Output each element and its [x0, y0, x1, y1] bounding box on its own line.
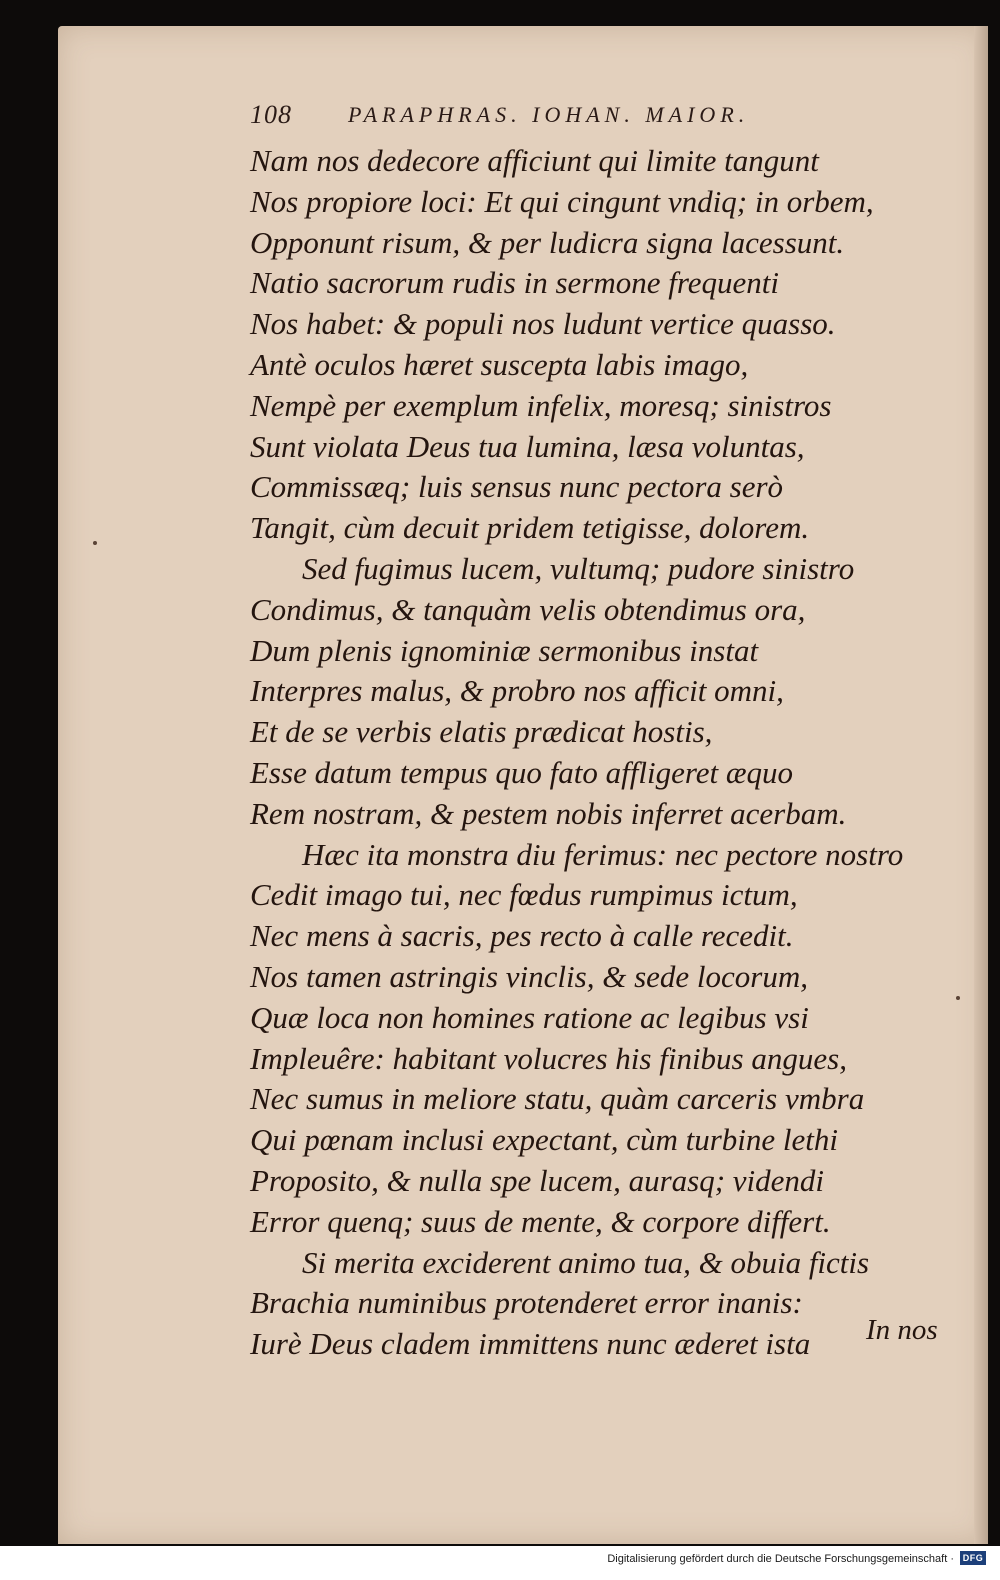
verse-line: Dum plenis ignominiæ sermonibus instat: [250, 632, 759, 668]
verse-line: Nec mens à sacris, pes recto à calle recedit.: [250, 918, 794, 954]
verse-line: Nec sumus in meliore statu, quàm carceris vmbra: [250, 1081, 865, 1117]
page-header: [250, 100, 910, 136]
verse-line: Opponunt risum, & per ludicra signa lacessunt.: [250, 224, 845, 260]
verse-line: Cedit imago tui, nec fœdus rumpimus ictum,: [250, 877, 798, 913]
verse-line: Sunt violata Deus tua lumina, læsa voluntas,: [250, 428, 805, 464]
verse-line: Et de se verbis elatis prædicat hostis,: [250, 714, 713, 750]
verse-line: Sed fugimus lucem, vultumq; pudore sinistro: [302, 550, 855, 586]
verse-line: Quæ loca non homines ratione ac legibus vsi: [250, 999, 809, 1035]
catchword: In nos: [866, 1314, 938, 1346]
verse-line: Nos habet: & populi nos ludunt vertice quasso.: [250, 306, 836, 342]
verse-line: Interpres malus, & probro nos afficit omni,: [250, 673, 784, 709]
verse-line: Esse datum tempus quo fato affligeret æquo: [250, 754, 794, 790]
verse-line: Si merita exciderent animo tua, & obuia fictis: [302, 1244, 870, 1280]
verse-line: Nempè per exemplum infelix, moresq; sinistros: [250, 387, 832, 423]
verse-line: Antè oculos hæret suscepta labis imago,: [250, 346, 749, 382]
verse-line: Brachia numinibus protenderet error inanis:: [250, 1285, 803, 1321]
verse-line: Iurè Deus cladem immittens nunc æderet ista: [250, 1326, 811, 1362]
ink-speck: [956, 996, 960, 1000]
verse-line: Nam nos dedecore afficiunt qui limite tangunt: [250, 143, 819, 178]
ink-speck: [93, 541, 97, 545]
verse-line: Impleuêre: habitant volucres his finibus angues,: [250, 1040, 847, 1076]
verse-line: Rem nostram, & pestem nobis inferret acerbam.: [250, 795, 847, 831]
verse-line: Commissæq; luis sensus nunc pectora serò: [250, 469, 784, 505]
verse-line: Proposito, & nulla spe lucem, aurasq; videndi: [250, 1162, 825, 1198]
running-head: PARAPHRAS. IOHAN. MAIOR.: [348, 102, 750, 127]
verse-line: Tangit, cùm decuit pridem tetigisse, dolorem.: [250, 510, 810, 546]
verse-line: Natio sacrorum rudis in sermone frequenti: [250, 265, 779, 301]
verse-line: Qui pœnam inclusi expectant, cùm turbine lethi: [250, 1122, 839, 1158]
verse-line: Hæc ita monstra diu ferimus: nec pectore nostro: [302, 836, 904, 872]
verse-line: Condimus, & tanquàm velis obtendimus ora,: [250, 591, 806, 627]
funding-note: Digitalisierung gefördert durch die Deutsche Forschungsgemeinschaft ·: [607, 1553, 954, 1565]
verse-line: Nos propiore loci: Et qui cingunt vndiq; in orbem,: [250, 183, 874, 219]
verse-line: Nos tamen astringis vinclis, & sede locorum,: [250, 958, 808, 994]
dfg-logo: DFG: [960, 1551, 986, 1565]
verse-text: [250, 141, 990, 1365]
verse-line: Error quenq; suus de mente, & corpore differt.: [250, 1203, 831, 1239]
page-number: 108: [250, 100, 292, 129]
